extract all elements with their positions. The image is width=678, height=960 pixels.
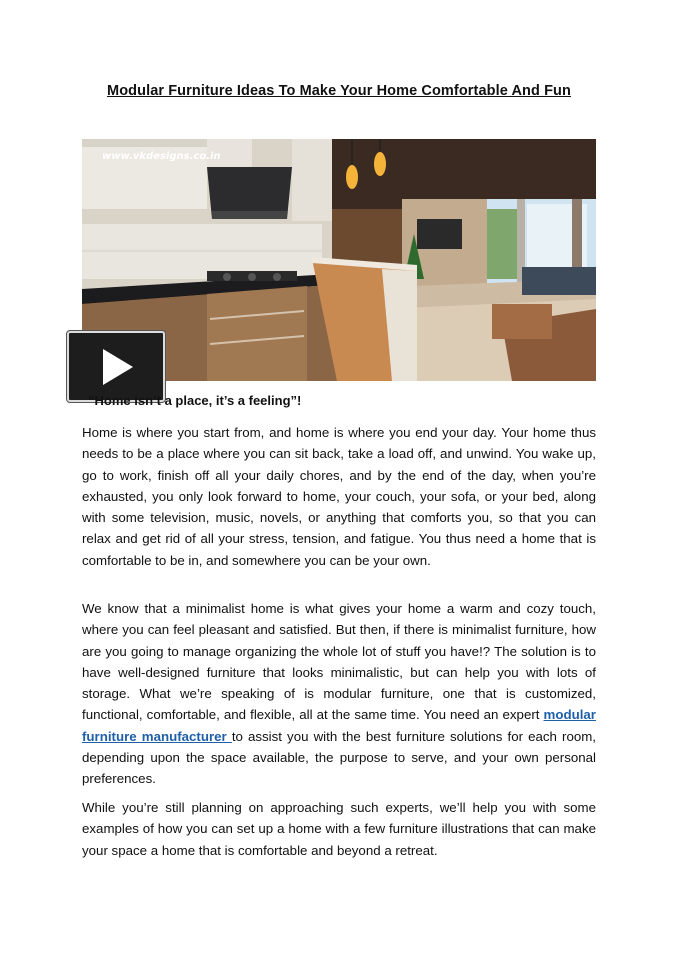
page-title: Modular Furniture Ideas To Make Your Home Comfortable And Fun [107,83,571,99]
paragraph-1: Home is where you start from, and home is where you end your day. Your home thus needs to be a place where you can sit back, take a load off, and unwind. You wake up, go to work, finish off all your daily chores, and by the end of the day, when you’re exhausted, you only look forward to home, your couch, your sofa, or your bed, along with some television, music, novels, or anything that comforts you, so that you can relax and get rid of all your stress, tension, and fatigue. You thus need a home that is comfortable to be in, and somewhere you can be your own. [82,425,596,568]
play-icon [103,349,133,385]
quote-heading: “Home isn’t a place, it’s a feeling”! [88,393,302,408]
hero-watermark: www.vkdesigns.co.in [102,151,221,162]
paragraph-2-text-after: to assist you with the best furniture solutions for each room, depending upon the space available, the purpose to serve, and your own personal preferences. [82,728,597,787]
play-button[interactable] [67,331,165,402]
modular-furniture-manufacturer-link[interactable]: modular furniture manufacturer [82,707,596,744]
paragraph-3: While you’re still planning on approaching such experts, we’ll help you with some examples of how you can set up a home with a few furniture illustrations that can make your space a home that is comfortable and beyond a retreat. [82,800,596,858]
paragraph-2-text-before: We know that a minimalist home is what gives your home a warm and cozy touch, where you can feel pleasant and satisfied. But then, if there is minimalist furniture, how are you going to manage organizing the whole lot of stuff you have!? The solution is to have well-designed furniture that looks minimalistic, but can help you with lots of storage. What we’re speaking of is modular furniture, one that is customized, functional, comfortable, and flexible, all at the same time. You need an expert [82,601,596,723]
paragraph-2 [82,598,596,790]
